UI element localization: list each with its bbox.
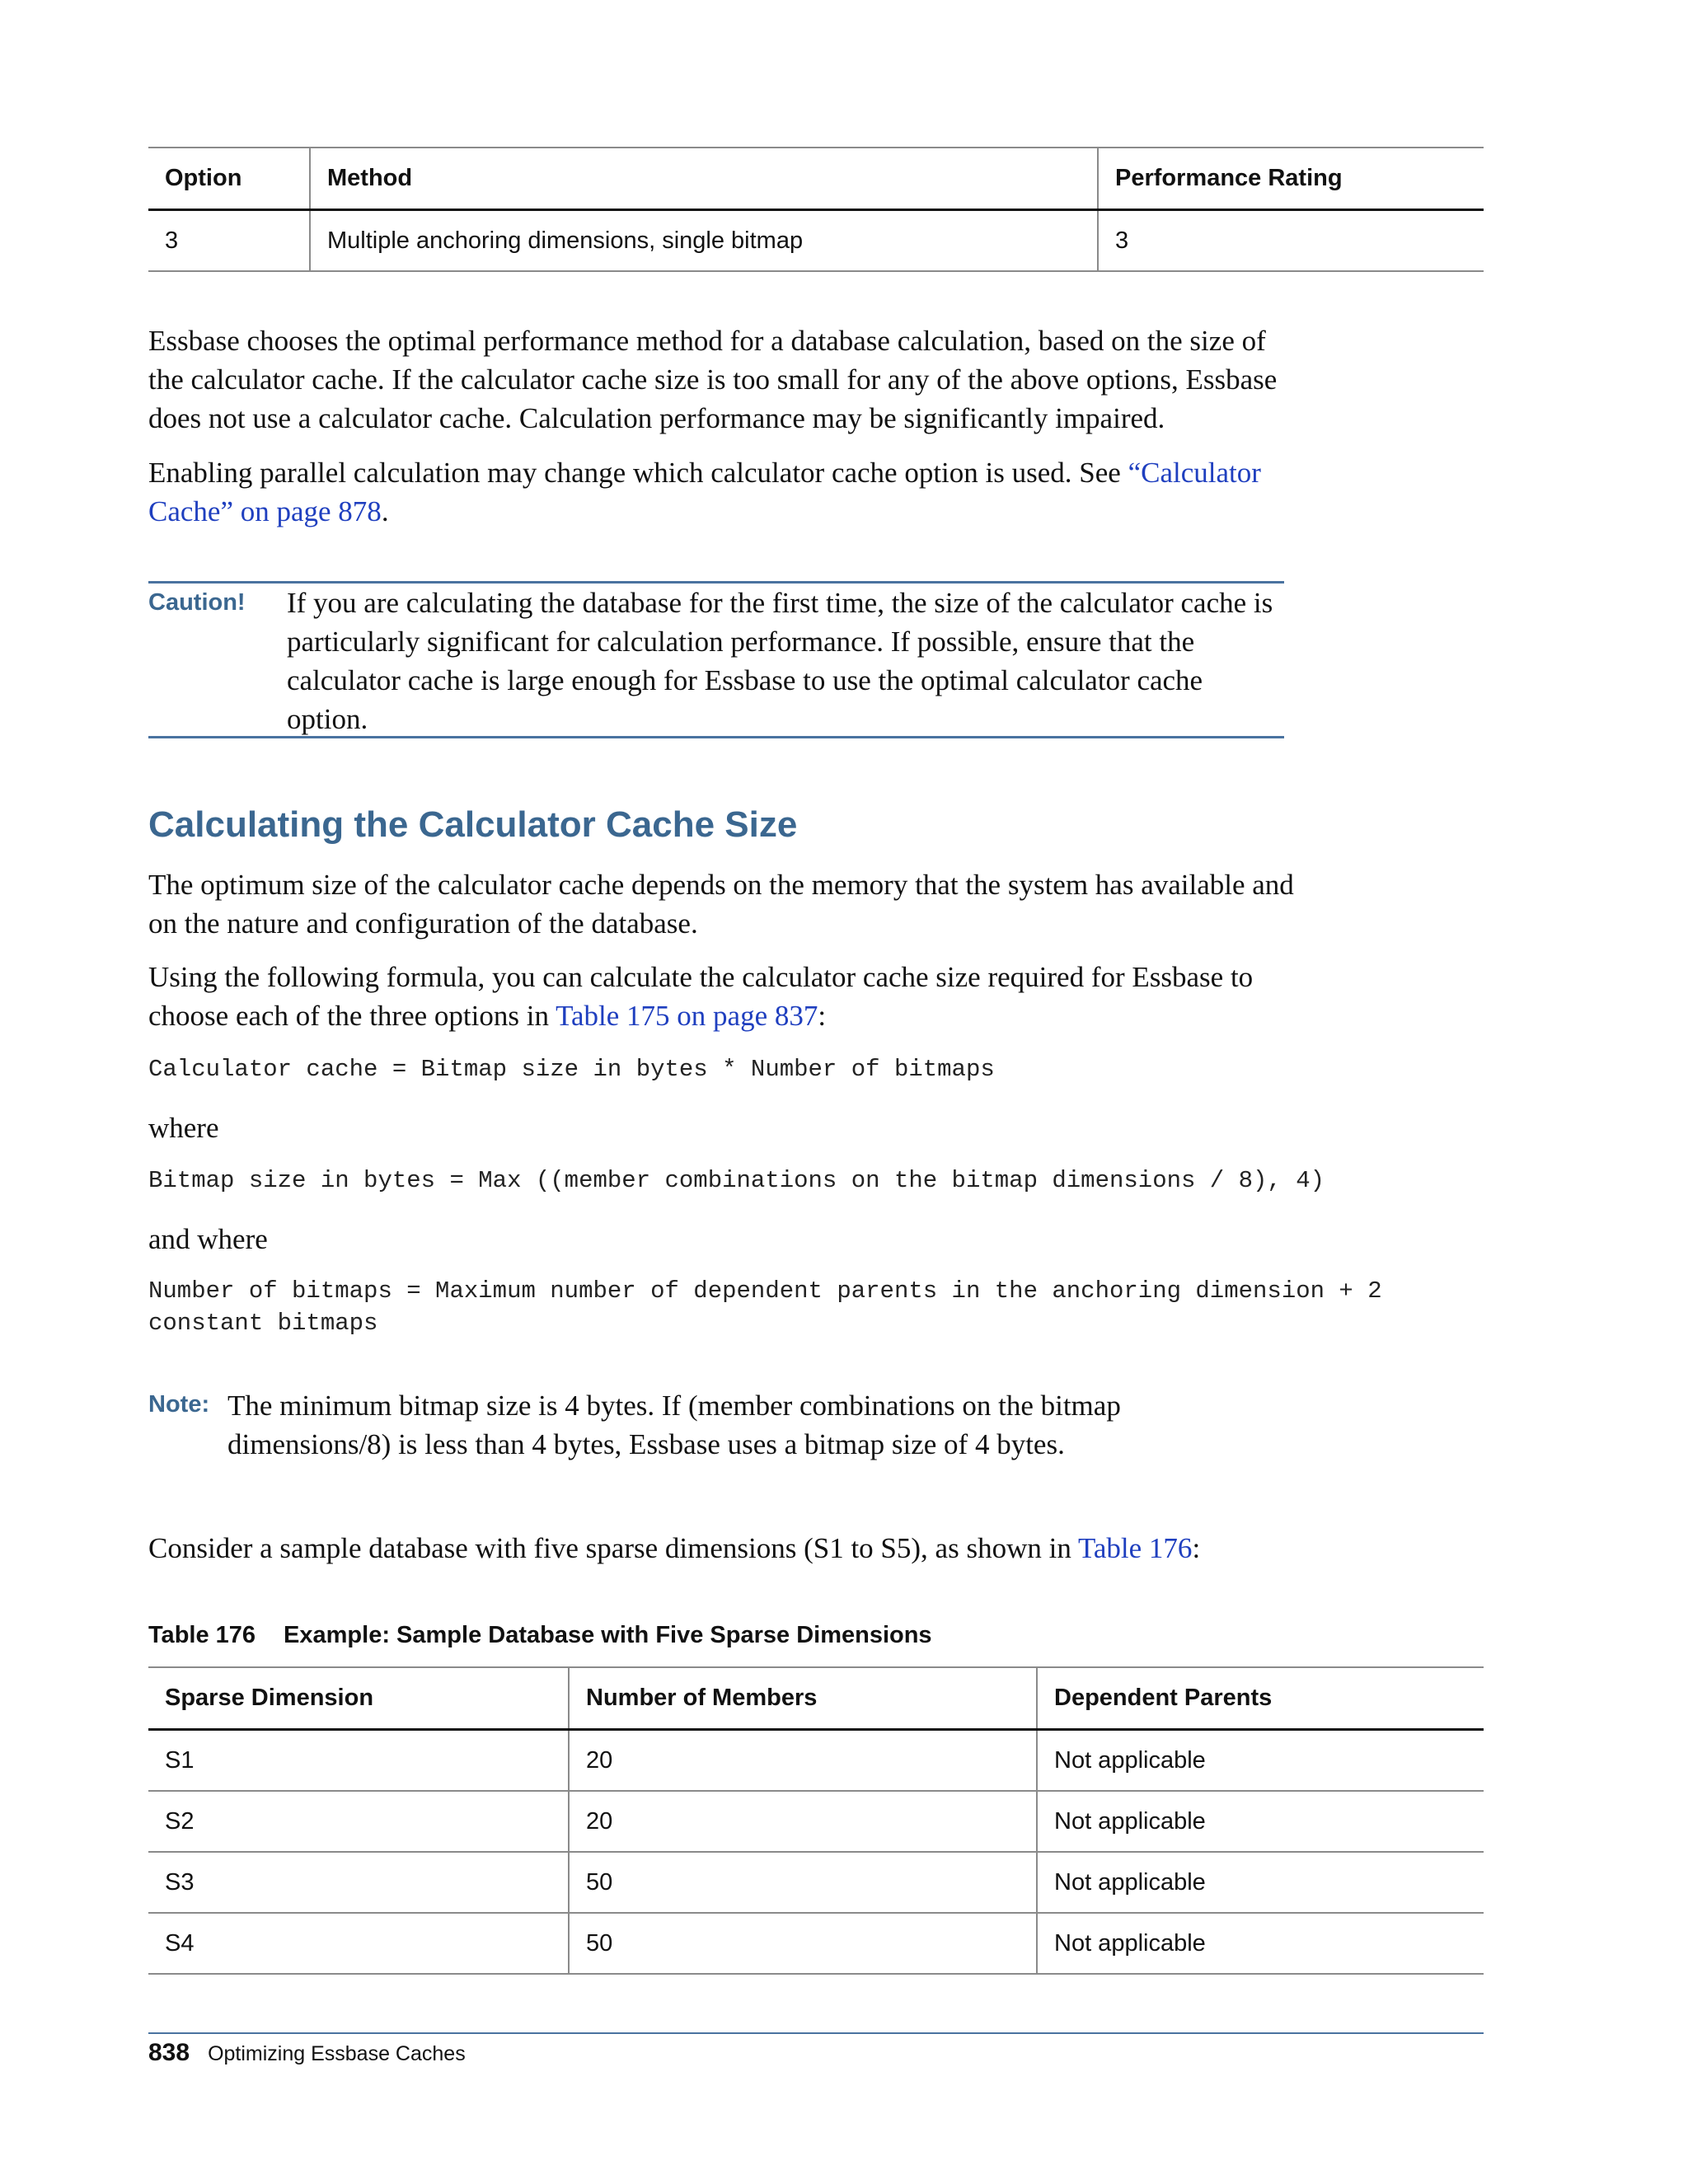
cell-option: 3 (148, 210, 310, 272)
section-heading: Calculating the Calculator Cache Size (148, 804, 798, 845)
cell-dimension: S4 (148, 1913, 569, 1974)
formula-number-of-bitmaps-line1: Number of bitmaps = Maximum number of dependent parents in the anchoring dimension + 2 (148, 1277, 1382, 1305)
cell-parents: Not applicable (1037, 1913, 1484, 1974)
paragraph-text: Essbase chooses the optimal performance method for a database calculation, based on the size of the calculator cache. If the calculator cache size is too small for any of the above options, Essbase does not use a calculator cache. Calculation performance may be significantly impaired. (148, 325, 1278, 434)
table-176-link[interactable]: Table 176 (1077, 1532, 1193, 1564)
header-method: Method (310, 148, 1098, 210)
paragraph-parallel-calc: Enabling parallel calculation may change which calculator cache option is used. See “Calculator Cache” on page 878. (148, 457, 1261, 527)
cell-method: Multiple anchoring dimensions, single bitmap (310, 210, 1098, 272)
cell-members: 20 (569, 1791, 1037, 1852)
caution-text: If you are calculating the database for the first time, the size of the calculator cache is particularly significant for calculation performance. If possible, ensure that the calculator cache is large enough for Essbase to use the optimal calculator cache option. (287, 587, 1273, 735)
table-header-row (148, 1667, 1484, 1730)
paragraph-optimum-size: The optimum size of the calculator cache depends on the memory that the system has available and on the nature and configuration of the database. (148, 869, 1294, 940)
cell-parents: Not applicable (1037, 1852, 1484, 1913)
text-and-where: and where (148, 1223, 268, 1255)
header-number-of-members: Number of Members (569, 1667, 1037, 1730)
table-row (148, 1730, 1484, 1792)
cell-rating: 3 (1098, 210, 1484, 272)
paragraph-formula-intro: Using the following formula, you can calculate the calculator cache size required for Essbase to choose each of the three options in Table 175 on page 837: (148, 961, 1254, 1032)
header-sparse-dimension: Sparse Dimension (148, 1667, 569, 1730)
table-row (148, 1913, 1484, 1974)
paragraph-text: Enabling parallel calculation may change which calculator cache option is used. See (148, 457, 1128, 489)
sparse-dimensions-table (148, 1666, 1484, 1975)
caution-label: Caution! (148, 589, 246, 616)
cell-members: 50 (569, 1852, 1037, 1913)
cell-parents: Not applicable (1037, 1730, 1484, 1792)
table-row (148, 1791, 1484, 1852)
table-176-caption (148, 1622, 932, 1649)
footer (148, 2039, 466, 2067)
caution-bottom-rule (148, 736, 1284, 738)
table-row (148, 210, 1484, 272)
text-where: where (148, 1112, 219, 1144)
header-option: Option (148, 148, 310, 210)
cell-dimension: S3 (148, 1852, 569, 1913)
cell-parents: Not applicable (1037, 1791, 1484, 1852)
table-175-link[interactable]: Table 175 on page 837 (556, 1000, 818, 1032)
formula-number-of-bitmaps-line2: constant bitmaps (148, 1310, 378, 1337)
cell-dimension: S1 (148, 1730, 569, 1792)
table-header-row (148, 148, 1484, 210)
note-label: Note: (148, 1391, 210, 1418)
table-number: Table 176 (148, 1622, 256, 1648)
header-dependent-parents: Dependent Parents (1037, 1667, 1484, 1730)
header-performance-rating: Performance Rating (1098, 148, 1484, 210)
footer-section-title: Optimizing Essbase Caches (208, 2042, 466, 2065)
options-table (148, 147, 1484, 272)
page-number: 838 (148, 2039, 190, 2066)
calculator-cache-link[interactable]: “Calculator Cache” on page 878 (148, 457, 1261, 527)
footer-rule (148, 2032, 1484, 2034)
note-text: The minimum bitmap size is 4 bytes. If (member combinations on the bitmap dimensions/8) is less than 4 bytes, Essbase uses a bitmap size of 4 bytes. (227, 1390, 1121, 1460)
paragraph-sample-database: Consider a sample database with five sparse dimensions (S1 to S5), as shown in Table 176: (148, 1532, 1201, 1564)
paragraph-optimal-method (148, 321, 1302, 438)
table-caption-text: Example: Sample Database with Five Sparse Dimensions (284, 1622, 932, 1648)
formula-calculator-cache: Calculator cache = Bitmap size in bytes * Number of bitmaps (148, 1056, 995, 1083)
cell-members: 50 (569, 1913, 1037, 1974)
cell-members: 20 (569, 1730, 1037, 1792)
cell-dimension: S2 (148, 1791, 569, 1852)
table-row (148, 1852, 1484, 1913)
formula-bitmap-size: Bitmap size in bytes = Max ((member combinations on the bitmap dimensions / 8), 4) (148, 1167, 1325, 1194)
